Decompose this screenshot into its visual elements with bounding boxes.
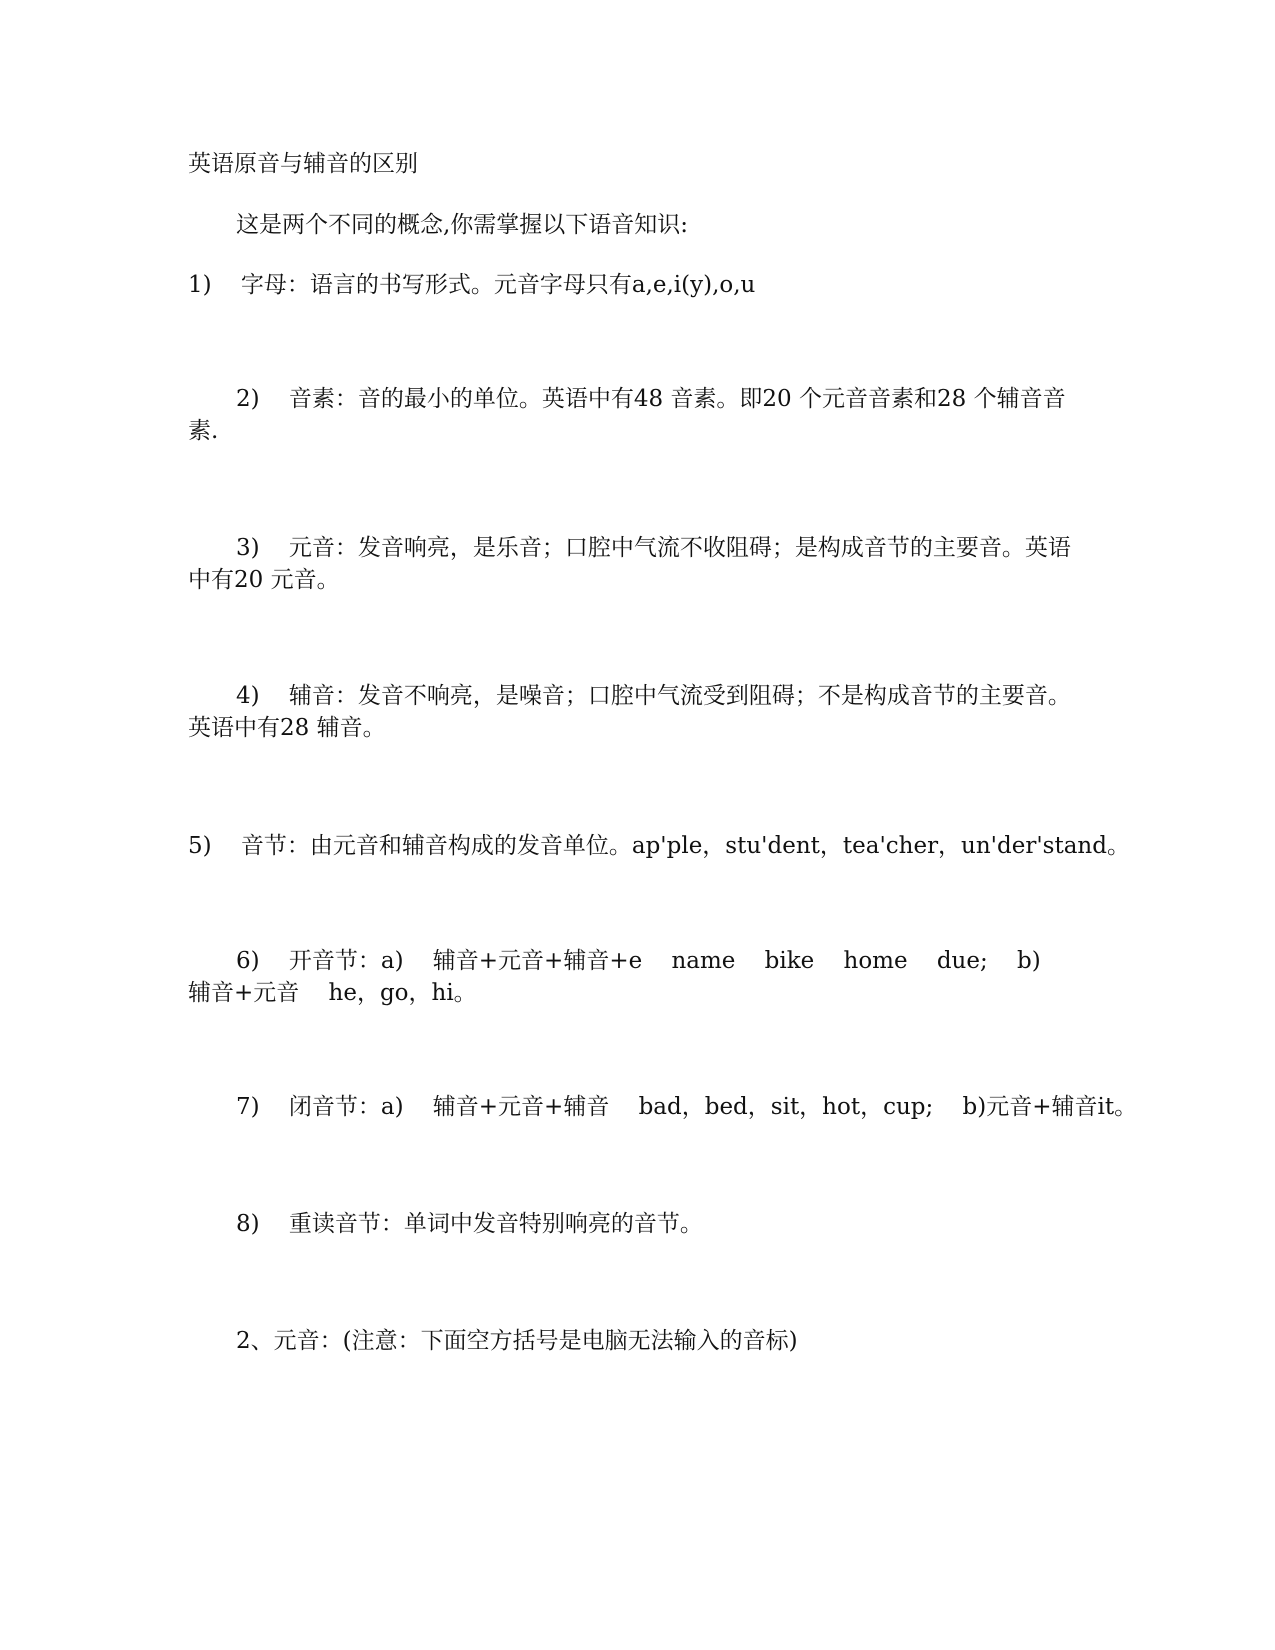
- item-3-vowels: 3) 元音：发音响亮，是乐音；口腔中气流不收阻碍；是构成音节的主要音。英语中有20 元音。: [188, 535, 1071, 593]
- intro-paragraph: 这是两个不同的概念,你需掌握以下语音知识:: [236, 212, 689, 238]
- item-8-stressed-syllable: 8) 重读音节：单词中发音特别响亮的音节。: [236, 1211, 703, 1237]
- item-6-open-syllable: 6) 开音节：a) 辅音+元音+辅音+e name bike home due; b) 辅音+元音 he，go，hi。: [188, 948, 1070, 1006]
- item-2-phonemes: 2) 音素：音的最小的单位。英语中有48 音素。即20 个元音音素和28 个辅音音素.: [188, 386, 1066, 444]
- item-7-closed-syllable: 7) 闭音节：a) 辅音+元音+辅音 bad，bed，sit，hot，cup; b)元音+辅音it。: [236, 1094, 1138, 1120]
- section-2-vowels-heading: 2、元音：(注意：下面空方括号是电脑无法输入的音标): [236, 1328, 798, 1354]
- item-4-consonants: 4) 辅音：发音不响亮，是噪音；口腔中气流受到阻碍；不是构成音节的主要音。英语中有28 辅音。: [188, 683, 1071, 741]
- item-5-syllables: 5) 音节：由元音和辅音构成的发音单位。ap'ple，stu'dent，tea'cher，un'der'stand。: [188, 833, 1130, 859]
- item-1-letters: 1) 字母：语言的书写形式。元音字母只有a,e,i(y),o,u: [188, 272, 756, 298]
- document-title: 英语原音与辅音的区别: [188, 151, 418, 177]
